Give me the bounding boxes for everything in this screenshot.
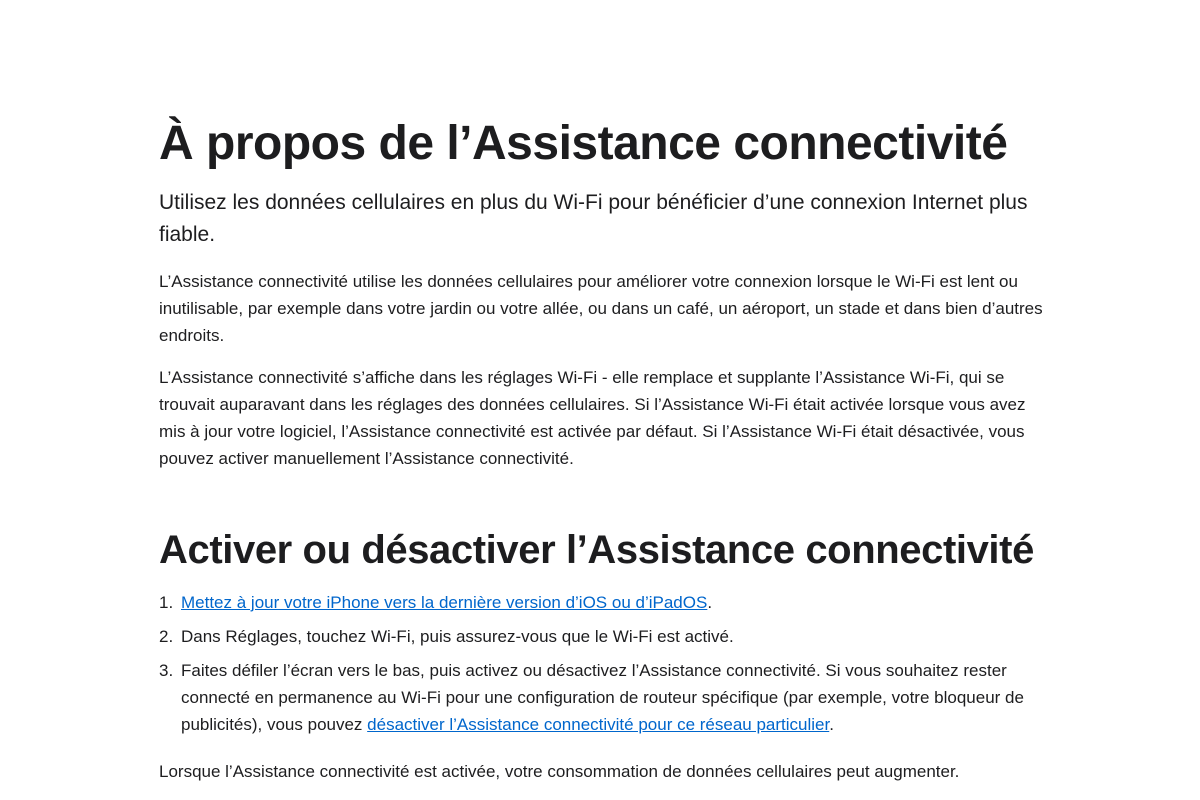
- list-item-step-3: [159, 657, 1041, 738]
- data-usage-note: Lorsque l’Assistance connectivité est activée, votre consommation de données cellulaires peut augmenter.: [159, 762, 960, 781]
- page-title: À propos de l’Assistance connectivité: [159, 117, 1008, 170]
- disable-for-network-link[interactable]: désactiver l’Assistance connectivité pour ce réseau particulier: [367, 715, 830, 734]
- list-item-step-1: [159, 589, 1041, 616]
- steps-list: [159, 589, 1049, 738]
- section-heading: Activer ou désactiver l’Assistance connectivité: [159, 528, 1034, 572]
- step-number: 3.: [159, 661, 174, 680]
- article: [159, 112, 1049, 785]
- step-punctuation: .: [707, 593, 713, 612]
- step-number: 2.: [159, 627, 174, 646]
- step-number: 1.: [159, 593, 174, 612]
- paragraph-description: L’Assistance connectivité utilise les données cellulaires pour améliorer votre connexion lorsque le Wi-Fi est lent ou inutilisable, par exemple dans votre jardin ou votre allée, ou dans un café, un aéroport, un stade et dans bien d’autres endroits.: [159, 272, 1043, 345]
- paragraph-wifi-settings: L’Assistance connectivité s’affiche dans les réglages Wi-Fi - elle remplace et supplante l’Assistance Wi-Fi, qui se trouvait auparavant dans les réglages des données cellulaires. Si l’Assistance Wi-Fi était activée lorsque vous avez mis à jour votre logiciel, l’Assistance connectivité est activée par défaut. Si l’Assistance Wi-Fi était désactivée, vous pouvez activer manuellement l’Assistance connectivité.: [159, 368, 1026, 468]
- step-punctuation: .: [829, 715, 834, 734]
- intro-text: Utilisez les données cellulaires en plus du Wi-Fi pour bénéficier d’une connexion Internet plus fiable.: [159, 191, 1028, 246]
- update-iphone-link[interactable]: Mettez à jour votre iPhone vers la dernière version d’iOS ou d’iPadOS: [181, 593, 708, 612]
- step-text: Faites défiler l’écran vers le bas, puis activez ou désactivez l’Assistance connectivité. Si vous souhaitez rester connecté en permanence au Wi-Fi pour une configuration de routeur spécifique (par exemple, votre bloqueur de publicités), vous pouvez: [181, 661, 1024, 734]
- step-text: Dans Réglages, touchez Wi-Fi, puis assurez-vous que le Wi-Fi est activé.: [181, 627, 734, 646]
- list-item-step-2: [159, 623, 1041, 650]
